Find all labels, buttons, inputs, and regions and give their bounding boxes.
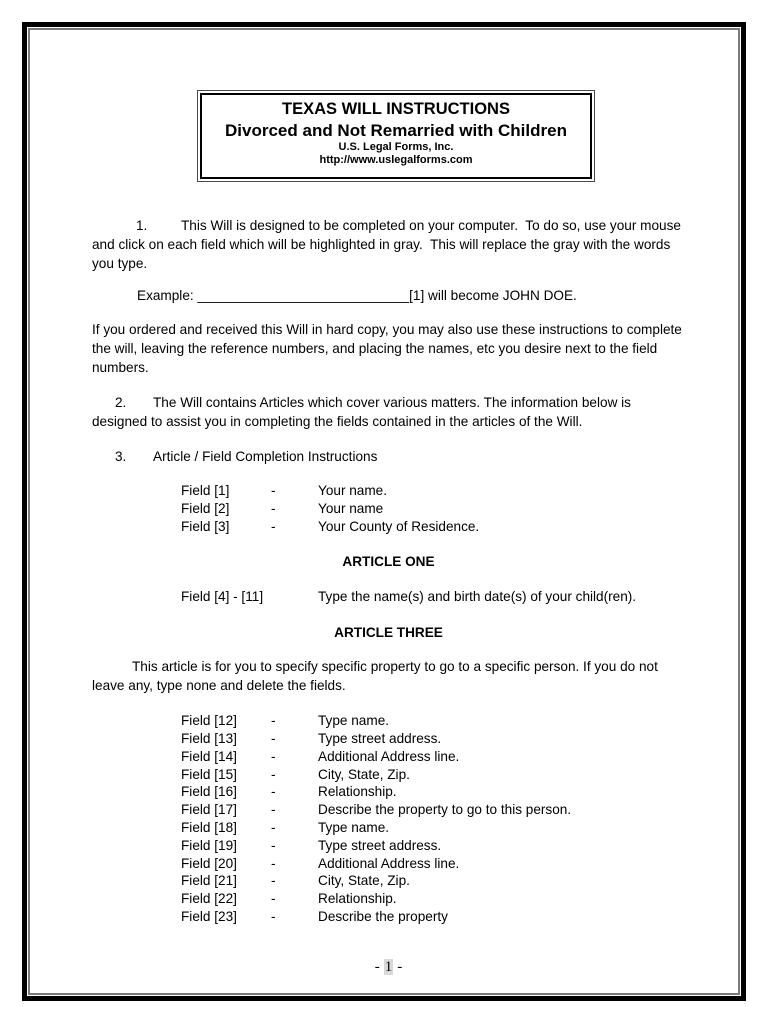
field-description: Additional Address line. — [318, 748, 460, 764]
field-label: Field [12] — [181, 713, 237, 729]
field-label: Field [22] — [181, 891, 237, 907]
article-one-heading: ARTICLE ONE — [342, 554, 435, 570]
field-label: Field [18] — [181, 819, 237, 835]
field-row — [92, 518, 685, 536]
field-dash: - — [271, 802, 276, 818]
field-row — [92, 783, 685, 801]
field-label: Field [16] — [181, 784, 237, 800]
field-row — [92, 712, 685, 730]
field-dash: - — [271, 730, 276, 746]
field-dash: - — [271, 891, 276, 907]
page-content — [30, 30, 738, 993]
article-three-heading: ARTICLE THREE — [334, 625, 443, 641]
field-row — [92, 872, 685, 890]
field-row — [92, 819, 685, 837]
field-label: Field [17] — [181, 802, 237, 818]
field-range-row — [92, 588, 685, 606]
field-description: Type street address. — [318, 730, 442, 746]
field-dash: - — [271, 819, 276, 835]
field-description: City, State, Zip. — [318, 766, 410, 782]
page-border-inner — [28, 28, 740, 995]
field-row — [92, 837, 685, 855]
paragraph-3-text: Article / Field Completion Instructions — [153, 449, 378, 464]
field-description: Describe the property — [318, 908, 448, 924]
field-dash: - — [271, 784, 276, 800]
field-label: Field [3] — [181, 518, 230, 534]
field-dash: - — [271, 855, 276, 871]
field-row — [92, 890, 685, 908]
document-subtitle: Divorced and Not Remarried with Children — [225, 121, 567, 140]
paragraph-3 — [92, 447, 685, 466]
field-row — [92, 908, 685, 926]
field-description: Relationship. — [318, 784, 397, 800]
page-footer — [92, 958, 685, 977]
article-three-paragraph: This article is for you to specify specific property to go to a specific person. If you do not leave any, type none and delete the fields. — [92, 659, 662, 694]
field-description: Your name — [318, 500, 384, 516]
example-line: Example: ____________________________[1] will become JOHN DOE. — [137, 288, 577, 303]
paragraph-1 — [92, 216, 685, 273]
paragraph-2-text: The Will contains Articles which cover various matters. The information below is designed to assist you in completing the fields contained in the articles of the Will. — [92, 395, 635, 429]
field-row — [92, 730, 685, 748]
hard-copy-paragraph: If you ordered and received this Will in hard copy, you may also use these instructions to complete the will, leaving the reference numbers, and placing the names, etc you desire next to the field numbers. — [92, 322, 686, 375]
title-box — [197, 90, 595, 182]
field-dash: - — [271, 518, 276, 534]
field-label: Field [20] — [181, 855, 237, 871]
field-row — [92, 748, 685, 766]
document-title: TEXAS WILL INSTRUCTIONS — [282, 100, 510, 118]
paragraph-2-number: 2. — [115, 395, 127, 410]
page-number-field: 1 — [384, 958, 393, 975]
field-description: Additional Address line. — [318, 855, 460, 871]
field-range-desc: Type the name(s) and birth date(s) of your child(ren). — [318, 589, 637, 605]
field-dash: - — [271, 483, 276, 498]
field-range-label: Field [4] - [11] — [181, 589, 264, 605]
field-label: Field [23] — [181, 908, 237, 924]
footer-dash-right: - — [397, 958, 403, 975]
field-row — [92, 855, 685, 873]
paragraph-2 — [92, 393, 685, 431]
paragraph-3-number: 3. — [115, 449, 127, 464]
field-row — [92, 500, 685, 518]
title-box-inner — [200, 93, 592, 179]
field-description: Type name. — [318, 713, 390, 729]
field-dash: - — [271, 873, 276, 889]
publisher-name: U.S. Legal Forms, Inc. — [338, 141, 454, 153]
field-label: Field [2] — [181, 500, 230, 516]
field-dash: - — [271, 766, 276, 782]
field-dash: - — [271, 500, 276, 516]
field-label: Field [21] — [181, 873, 237, 889]
field-dash: - — [271, 908, 276, 924]
field-label: Field [1] — [181, 483, 230, 498]
field-label: Field [15] — [181, 766, 237, 782]
field-description: City, State, Zip. — [318, 873, 410, 889]
field-description: Your name. — [318, 483, 388, 498]
field-dash: - — [271, 837, 276, 853]
field-label: Field [13] — [181, 730, 237, 746]
field-dash: - — [271, 748, 276, 764]
field-row — [92, 801, 685, 819]
field-description: Type street address. — [318, 837, 442, 853]
field-row — [92, 482, 685, 500]
field-description: Your County of Residence. — [318, 518, 480, 534]
page-border — [22, 22, 746, 1001]
paragraph-1-text: This Will is designed to be completed on your computer. To do so, use your mouse and click on each field which will be highlighted in gray. This will replace the gray with the words you type. — [92, 218, 685, 271]
field-description: Describe the property to go to this person. — [318, 802, 572, 818]
field-label: Field [14] — [181, 748, 237, 764]
field-row — [92, 766, 685, 784]
field-list-2 — [92, 712, 685, 926]
field-description: Type name. — [318, 819, 390, 835]
field-dash: - — [271, 713, 276, 729]
field-label: Field [19] — [181, 837, 237, 853]
field-list-1 — [92, 482, 685, 535]
paragraph-1-number: 1. — [136, 218, 148, 233]
footer-dash-left: - — [374, 958, 380, 975]
field-description: Relationship. — [318, 891, 397, 907]
publisher-url: http://www.uslegalforms.com — [319, 154, 473, 166]
